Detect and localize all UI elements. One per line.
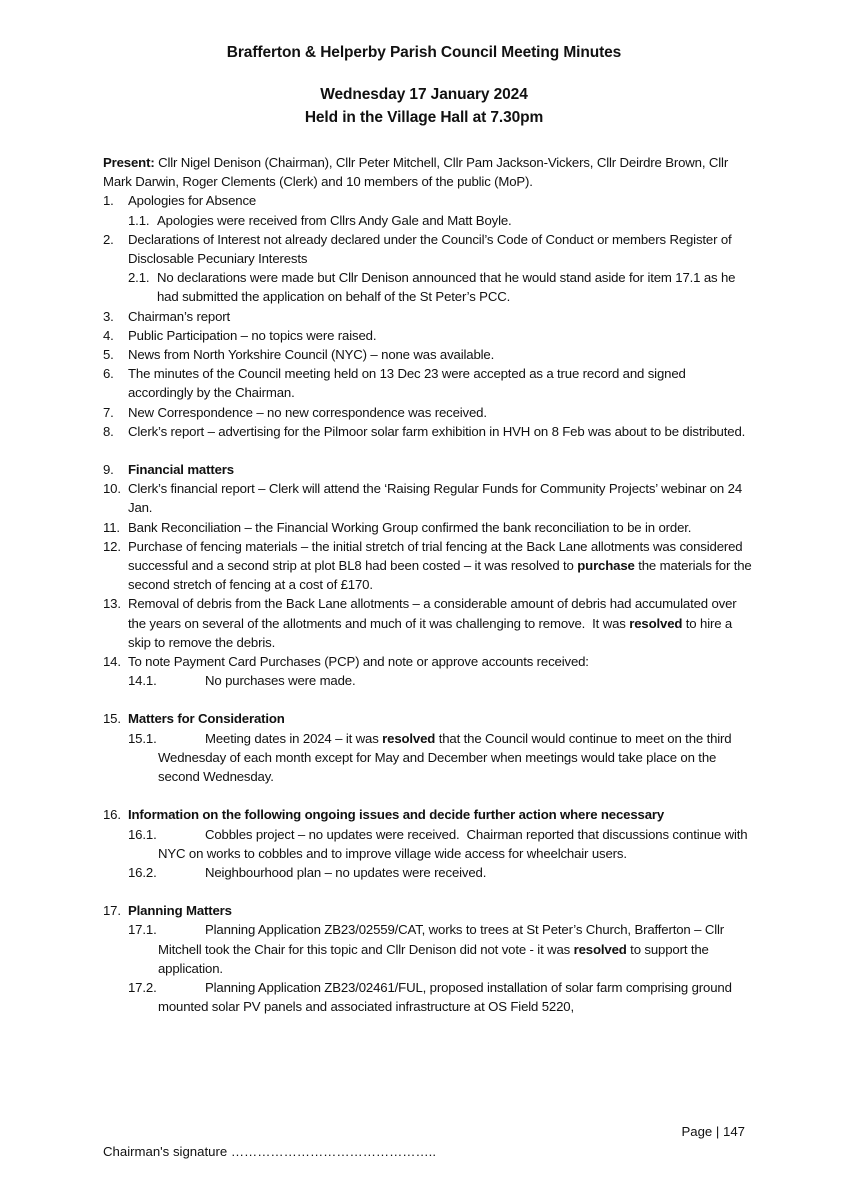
page-number: Page | 147 bbox=[681, 1124, 745, 1139]
item-number: 17. bbox=[103, 903, 121, 919]
item-number: 1.1. bbox=[128, 212, 150, 228]
section-heading: Planning Matters bbox=[128, 903, 232, 919]
item-text: that the Council would continue to meet on the third Wednesday of each month except for May and December when meetings would take place on the second Wednesday. bbox=[158, 730, 732, 785]
item-number: 5. bbox=[103, 347, 114, 363]
item-text: Meeting dates in 2024 – it was bbox=[205, 730, 383, 746]
item-number: 4. bbox=[103, 327, 114, 343]
list-item-6 bbox=[103, 364, 753, 402]
list-item-2-1 bbox=[103, 268, 753, 306]
item-text: New Correspondence – no new correspondence was received. bbox=[128, 404, 487, 420]
present-label: Present: bbox=[103, 155, 155, 170]
item-number: 15. bbox=[103, 711, 121, 727]
spacer bbox=[103, 786, 753, 805]
item-number: 11. bbox=[103, 519, 120, 535]
item-text: No declarations were made but Cllr Denison announced that he would stand aside for item 17.1 as he had submitted the application on behalf of the St Peter’s PCC. bbox=[157, 270, 736, 305]
list-item-16 bbox=[103, 805, 753, 824]
item-text: the materials for the second stretch of fencing at a cost of £170. bbox=[128, 558, 752, 593]
list-item-17-2 bbox=[103, 978, 753, 1016]
item-number: 3. bbox=[103, 308, 114, 324]
item-text: to support the application. bbox=[158, 941, 709, 976]
item-text: Cobbles project – no updates were received. Chairman reported that discussions continue with NYC on works to cobbles and to improve village wide access for wheelchair users. bbox=[158, 826, 751, 861]
spacer bbox=[103, 882, 753, 901]
list-item-1-1 bbox=[103, 211, 753, 230]
item-number: 2.1. bbox=[128, 270, 150, 286]
list-item-4 bbox=[103, 326, 753, 345]
list-item-9 bbox=[103, 460, 753, 479]
section-heading: Information on the following ongoing issues and decide further action where necessary bbox=[128, 807, 665, 823]
list-item-1 bbox=[103, 191, 753, 210]
item-text: Clerk’s financial report – Clerk will attend the ‘Raising Regular Funds for Community Projects’ webinar on 24 Jan. bbox=[128, 481, 742, 516]
item-number: 7. bbox=[103, 404, 114, 420]
item-text: The minutes of the Council meeting held on 13 Dec 23 were accepted as a true record and signed accordingly by the Chairman. bbox=[128, 366, 686, 401]
item-number: 1. bbox=[103, 193, 114, 209]
list-item-17-1 bbox=[103, 920, 753, 978]
item-number: 15.1. bbox=[128, 730, 157, 746]
item-number: 16.1. bbox=[128, 826, 157, 842]
list-item-15 bbox=[103, 709, 753, 728]
meeting-venue: Held in the Village Hall at 7.30pm bbox=[304, 109, 544, 126]
list-item-5 bbox=[103, 345, 753, 364]
item-number: 14. bbox=[103, 654, 121, 670]
list-item-14-1 bbox=[103, 671, 753, 690]
item-number: 13. bbox=[103, 596, 121, 612]
item-number: 17.2. bbox=[128, 979, 157, 995]
list-item-16-1 bbox=[103, 825, 753, 863]
item-number: 16. bbox=[103, 807, 121, 823]
item-emphasis: resolved bbox=[382, 730, 436, 746]
list-item-7 bbox=[103, 403, 753, 422]
item-number: 8. bbox=[103, 423, 114, 439]
list-item-13 bbox=[103, 594, 753, 652]
item-text: To note Payment Card Purchases (PCP) and note or approve accounts received: bbox=[128, 654, 589, 670]
list-item-10 bbox=[103, 479, 753, 517]
list-item-11 bbox=[103, 518, 753, 537]
list-item-8 bbox=[103, 422, 753, 441]
item-number: 12. bbox=[103, 538, 121, 554]
item-text: Purchase of fencing materials – the initial stretch of trial fencing at the Back Lane allotments was considered successful and a second strip at plot BL8 had been costed – it was resolved to bbox=[128, 538, 743, 574]
item-text: News from North Yorkshire Council (NYC) – none was available. bbox=[128, 347, 495, 363]
list-item-14 bbox=[103, 652, 753, 671]
item-text: Planning Application ZB23/02461/FUL, proposed installation of solar farm comprising ground mounted solar PV panels and associated infrastructure at OS Field 5220, bbox=[158, 979, 732, 1015]
section-heading: Financial matters bbox=[128, 462, 234, 478]
chairman-signature-line: Chairman's signature ……………………………………….. bbox=[103, 1144, 436, 1159]
item-text: No purchases were made. bbox=[205, 673, 356, 689]
item-text: Clerk’s report – advertising for the Pilmoor solar farm exhibition in HVH on 8 Feb was about to be distributed. bbox=[128, 423, 746, 439]
spacer bbox=[103, 441, 753, 460]
item-number: 16.2. bbox=[128, 864, 157, 880]
item-number: 6. bbox=[103, 366, 114, 382]
list-item-15-1 bbox=[103, 729, 753, 787]
item-number: 10. bbox=[103, 481, 121, 497]
minutes-body bbox=[103, 153, 753, 1016]
list-item-16-2 bbox=[103, 863, 753, 882]
item-number: 2. bbox=[103, 231, 114, 247]
item-emphasis: resolved bbox=[629, 615, 683, 631]
item-number: 14.1. bbox=[128, 673, 157, 689]
item-text: Chairman’s report bbox=[128, 308, 231, 324]
present-text: Cllr Nigel Denison (Chairman), Cllr Peter Mitchell, Cllr Pam Jackson-Vickers, Cllr Deirdre Brown, Cllr Mark Darwin, Roger Clements (Clerk) and 10 members of the public (MoP). bbox=[103, 155, 729, 190]
document-title: Brafferton & Helperby Parish Council Meeting Minutes bbox=[226, 44, 622, 61]
present-paragraph bbox=[103, 153, 753, 191]
list-item-17 bbox=[103, 901, 753, 920]
item-text: Apologies were received from Cllrs Andy Gale and Matt Boyle. bbox=[157, 212, 512, 228]
item-emphasis: resolved bbox=[573, 941, 627, 957]
item-number: 9. bbox=[103, 462, 114, 478]
section-heading: Matters for Consideration bbox=[128, 711, 285, 727]
item-text: Apologies for Absence bbox=[128, 193, 257, 209]
item-text: Neighbourhood plan – no updates were received. bbox=[205, 864, 487, 880]
list-item-12 bbox=[103, 537, 753, 595]
item-number: 17.1. bbox=[128, 922, 157, 938]
list-item-2 bbox=[103, 230, 753, 268]
item-text: to hire a skip to remove the debris. bbox=[128, 615, 733, 650]
meeting-date: Wednesday 17 January 2024 bbox=[320, 86, 528, 103]
item-text: Removal of debris from the Back Lane allotments – a considerable amount of debris had accumulated over the years on several of the allotments and much of it was challenging to remove. It was bbox=[128, 596, 741, 631]
item-text: Planning Application ZB23/02559/CAT, works to trees at St Peter’s Church, Brafferton – Cllr Mitchell took the Chair for this topic and Cllr Denison did not vote - it was bbox=[158, 922, 725, 957]
list-item-3 bbox=[103, 307, 753, 326]
item-emphasis: purchase bbox=[577, 558, 635, 574]
spacer bbox=[103, 690, 753, 709]
item-text: Bank Reconciliation – the Financial Working Group confirmed the bank reconciliation to be in order. bbox=[128, 519, 692, 535]
item-text: Public Participation – no topics were raised. bbox=[128, 327, 377, 343]
item-text: Declarations of Interest not already declared under the Council’s Code of Conduct or members Register of Disclosable Pecuniary Interests bbox=[128, 231, 732, 267]
